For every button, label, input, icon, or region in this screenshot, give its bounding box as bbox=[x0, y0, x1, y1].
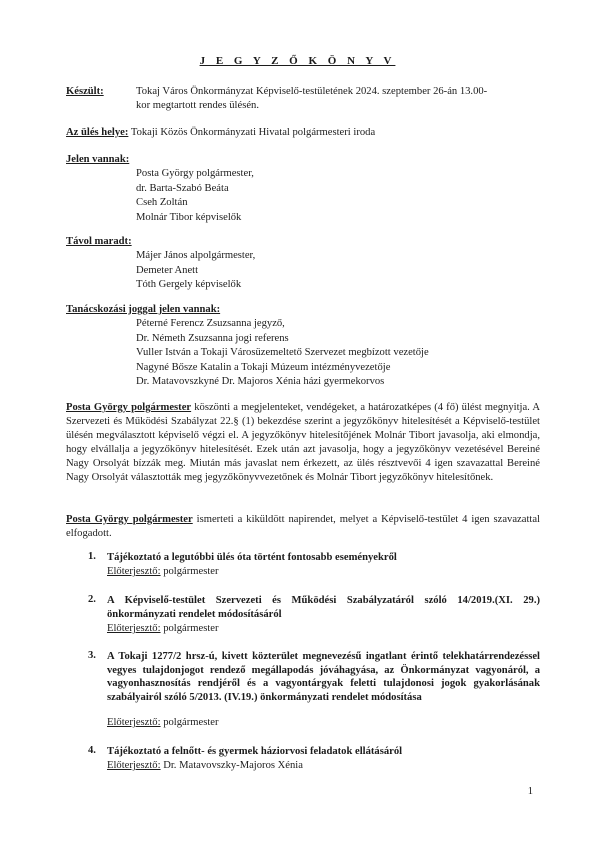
present-list bbox=[136, 167, 254, 225]
meeting-location bbox=[66, 126, 375, 141]
advisory-label: Tanácskozási joggal jelen vannak: bbox=[66, 304, 221, 315]
absent-item: Májer János alpolgármester, bbox=[136, 250, 256, 261]
keszult-label: Készült: bbox=[66, 86, 104, 97]
agenda-item-presenter bbox=[107, 760, 303, 771]
agenda-item-presenter bbox=[107, 623, 219, 634]
opening-paragraph bbox=[66, 401, 540, 485]
advisory-item: Nagyné Bősze Katalin a Tokaji Múzeum intézményvezetője bbox=[136, 361, 391, 373]
agenda-item bbox=[66, 650, 540, 726]
present-label: Jelen vannak: bbox=[66, 154, 130, 165]
speaker-name: Posta György polgármester bbox=[66, 514, 193, 525]
presenter-label: Előterjesztő: bbox=[107, 623, 161, 634]
advisory-item: Dr. Matavovszkyné Dr. Majoros Xénia házi gyermekorvos bbox=[136, 376, 385, 388]
agenda-item-title: A Képviselő-testület Szervezeti és Működési Szabályzatáról szóló 14/2019.(XI. 29.) önkormányzati rendelet módosításáról bbox=[107, 595, 540, 620]
meeting-location-value: Tokaji Közös Önkormányzati Hivatal polgármesteri iroda bbox=[128, 127, 376, 138]
present-item: dr. Barta-Szabó Beáta bbox=[136, 182, 229, 194]
presenter-label: Előterjesztő: bbox=[107, 760, 161, 771]
absent-list bbox=[136, 249, 255, 293]
agenda-item-title: Tájékoztató a felnőtt- és gyermek háziorvosi feladatok ellátásáról bbox=[107, 746, 403, 757]
document-title: J E G Y Z Ő K Ö N Y V bbox=[199, 55, 396, 67]
speaker-name: Posta György polgármester bbox=[66, 402, 192, 413]
agenda-item-number: 1. bbox=[88, 551, 96, 562]
advisory-item: Vuller István a Tokaji Városüzemeltető Szervezet megbízott vezetője bbox=[136, 347, 429, 359]
advisory-item: Dr. Németh Zsuzsanna jogi referens bbox=[136, 332, 289, 344]
agenda-item-title: A Tokaji 1277/2 hrsz-ú, kivett közterület megnevezésű ingatlant érintő telekhatárrendezéssel vegyes tulajdonjogot rendező megállapodás jóváhagyása, az Önkormányzat vagyonáról, a vagyonhasznosítás rendjéről és a vagyontárgyak feletti tulajdonosi jogok gyakorlásának szabályairól szóló 5/2013. (IV.19.) önkormányzati rendelet módosítása bbox=[107, 651, 540, 703]
advisory-item: Péterné Ferencz Zsuzsanna jegyző, bbox=[136, 318, 285, 329]
agenda-item-number: 4. bbox=[88, 745, 96, 756]
presenter-label: Előterjesztő: bbox=[107, 566, 161, 577]
agenda-item-title: Tájékoztató a legutóbbi ülés óta történt fontosabb eseményekről bbox=[107, 552, 397, 563]
presenter-label: Előterjesztő: bbox=[107, 717, 161, 728]
agenda-item bbox=[66, 594, 540, 638]
meeting-location-label: Az ülés helye: bbox=[66, 127, 129, 138]
absent-label: Távol maradt: bbox=[66, 236, 132, 247]
presenter-name: Dr. Matavovszky-Majoros Xénia bbox=[160, 760, 303, 771]
present-item: Cseh Zoltán bbox=[136, 197, 188, 209]
agenda-item-number: 3. bbox=[88, 650, 96, 661]
paragraph-text: köszönti a megjelenteket, vendégeket, a határozatképes (4 fő) ülést megnyitja. A Szervezeti és Működési Szabályzat 22.§ (1) bekezdése szerint a jegyzőkönyv hitelesítését a Képviselő-testület ülésén megválasztott képviselő végzi el. A jegyzőkönyv hitelesítőjének Molnár Tibort javasolja, aki elmondja, hogy elvállalja a jegyzőkönyv hitelesítését. Ezek után azt javasolja, hogy a jegyzőkönyv vezetésével Bereiné Nagy Orsolyát bízzák meg. Miután más javaslat nem érkezett, az ülés résztvevői 4 igen szavazattal Bereiné Nagy Orsolyát választották meg jegyzőkönyvvezetőnek és Molnár Tibort jegyzőkönyv hitelesítőnek. bbox=[66, 402, 540, 483]
present-item: Molnár Tibor képviselők bbox=[136, 211, 242, 223]
keszult-line-2: kor megtartott rendes ülésén. bbox=[136, 100, 259, 111]
agenda-item bbox=[66, 551, 540, 581]
present-item: Posta György polgármester, bbox=[136, 168, 254, 179]
agenda-intro-paragraph bbox=[66, 513, 540, 541]
agenda-item-number: 2. bbox=[88, 594, 96, 605]
keszult-line-1: Tokaj Város Önkormányzat Képviselő-testületének 2024. szeptember 26-án 13.00- bbox=[136, 86, 488, 97]
presenter-name: polgármester bbox=[160, 566, 219, 577]
paragraph-text: ismerteti a kiküldött napirendet, melyet a Képviselő-testület 4 igen szavazattal elfogadott. bbox=[66, 514, 540, 539]
absent-item: Demeter Anett bbox=[136, 264, 199, 276]
advisory-list bbox=[136, 317, 429, 390]
absent-item: Tóth Gergely képviselők bbox=[136, 279, 242, 291]
presenter-name: polgármester bbox=[160, 623, 219, 634]
agenda-item-presenter bbox=[107, 717, 219, 728]
agenda-item bbox=[66, 745, 540, 775]
agenda-item-presenter bbox=[107, 566, 219, 577]
page-number: 1 bbox=[527, 786, 533, 797]
presenter-name: polgármester bbox=[160, 717, 219, 728]
